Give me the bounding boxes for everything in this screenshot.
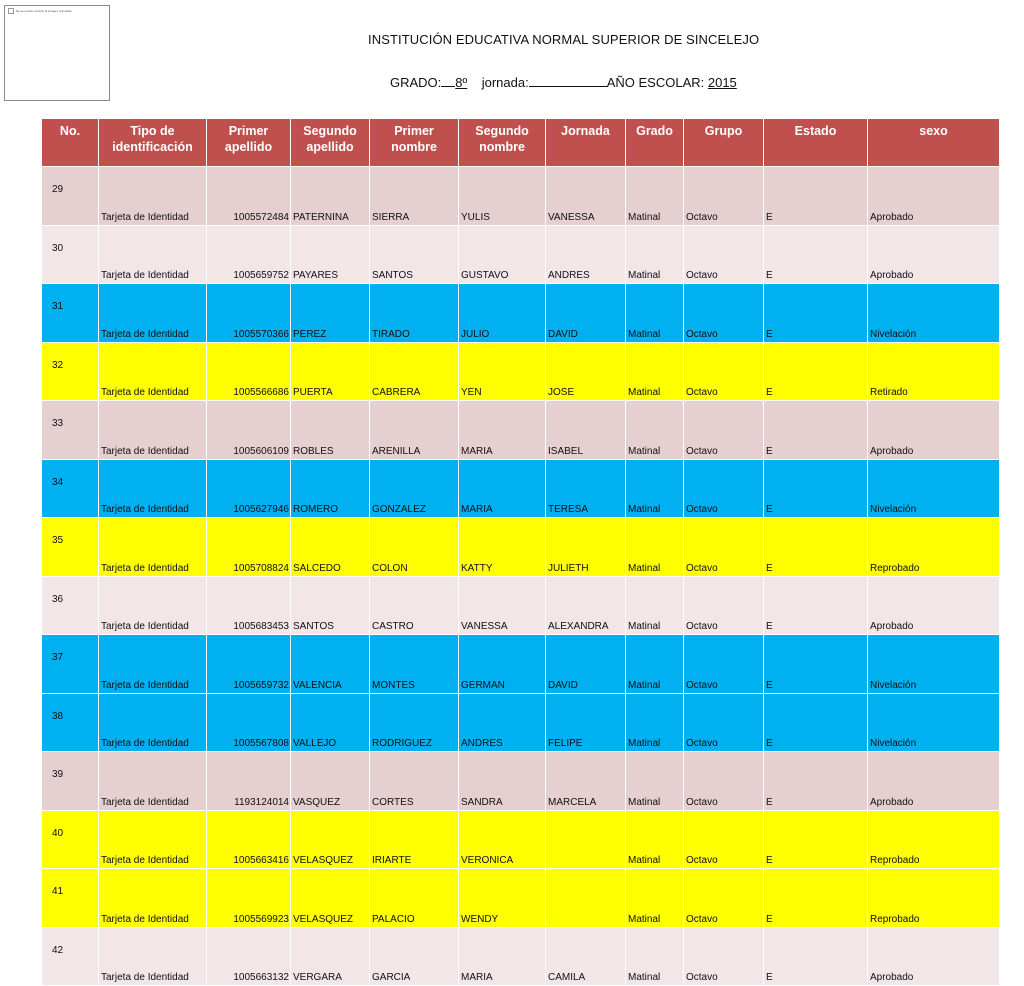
cell-grupo: E — [764, 576, 868, 635]
cell-segundo-nombre: ANDRES — [546, 225, 626, 284]
cell-id-number: 1005659752 — [207, 225, 291, 284]
table-body — [42, 167, 1000, 986]
cell-jornada: Matinal — [626, 225, 684, 284]
cell-primer-apellido: PEREZ — [291, 284, 370, 343]
table-row — [42, 225, 1000, 284]
cell-primer-apellido: PATERNINA — [291, 167, 370, 226]
ano-value: 2015 — [707, 75, 737, 90]
cell-tipo: Tarjeta de Identidad — [99, 459, 207, 518]
cell-tipo: Tarjeta de Identidad — [99, 927, 207, 986]
cell-tipo: Tarjeta de Identidad — [99, 576, 207, 635]
col-header-jornada: Jornada — [546, 119, 626, 167]
cell-primer-apellido: PAYARES — [291, 225, 370, 284]
cell-estado: Nivelación — [868, 635, 1000, 694]
cell-jornada: Matinal — [626, 752, 684, 811]
cell-no: 33 — [42, 401, 99, 460]
cell-id-number: 1005566686 — [207, 342, 291, 401]
grado-blank — [441, 74, 455, 87]
cell-segundo-apellido: SANTOS — [370, 225, 459, 284]
broken-image-icon — [8, 8, 14, 14]
cell-primer-apellido: VERGARA — [291, 927, 370, 986]
page-subtitle — [390, 74, 737, 90]
cell-tipo: Tarjeta de Identidad — [99, 167, 207, 226]
cell-estado: Aprobado — [868, 752, 1000, 811]
cell-segundo-apellido: RODRIGUEZ — [370, 693, 459, 752]
broken-image-text: No se puede mostrar la imagen vinculada. — [16, 9, 73, 13]
cell-no: 29 — [42, 167, 99, 226]
cell-grado: Octavo — [684, 927, 764, 986]
cell-grupo: E — [764, 810, 868, 869]
table-row — [42, 576, 1000, 635]
cell-no: 40 — [42, 810, 99, 869]
jornada-label: jornada: — [481, 75, 529, 90]
cell-segundo-apellido: CABRERA — [370, 342, 459, 401]
cell-grado: Octavo — [684, 284, 764, 343]
cell-primer-nombre: YULIS — [459, 167, 546, 226]
cell-segundo-nombre: JULIETH — [546, 518, 626, 577]
cell-primer-apellido: PUERTA — [291, 342, 370, 401]
cell-primer-apellido: ROBLES — [291, 401, 370, 460]
cell-segundo-apellido: ARENILLA — [370, 401, 459, 460]
cell-tipo: Tarjeta de Identidad — [99, 635, 207, 694]
cell-grupo: E — [764, 869, 868, 928]
cell-grupo: E — [764, 752, 868, 811]
jornada-blank — [529, 74, 607, 87]
cell-grado: Octavo — [684, 752, 764, 811]
cell-estado: Nivelación — [868, 284, 1000, 343]
cell-grupo: E — [764, 518, 868, 577]
cell-segundo-nombre — [546, 810, 626, 869]
cell-estado: Aprobado — [868, 225, 1000, 284]
cell-grado: Octavo — [684, 869, 764, 928]
cell-primer-nombre: VANESSA — [459, 576, 546, 635]
cell-grupo: E — [764, 927, 868, 986]
cell-jornada: Matinal — [626, 284, 684, 343]
ano-label: AÑO ESCOLAR: — [606, 75, 708, 90]
col-header-primer-apellido: Primer apellido — [207, 119, 291, 167]
cell-id-number: 1005570366 — [207, 284, 291, 343]
cell-segundo-apellido: TIRADO — [370, 284, 459, 343]
cell-estado: Reprobado — [868, 810, 1000, 869]
cell-id-number: 1193124014 — [207, 752, 291, 811]
cell-no: 34 — [42, 459, 99, 518]
cell-estado: Aprobado — [868, 927, 1000, 986]
cell-no: 37 — [42, 635, 99, 694]
cell-segundo-apellido: MONTES — [370, 635, 459, 694]
cell-grado: Octavo — [684, 225, 764, 284]
cell-primer-apellido: VELASQUEZ — [291, 869, 370, 928]
cell-segundo-apellido: CORTES — [370, 752, 459, 811]
cell-no: 35 — [42, 518, 99, 577]
table-row — [42, 401, 1000, 460]
cell-grado: Octavo — [684, 693, 764, 752]
cell-grado: Octavo — [684, 576, 764, 635]
table-row — [42, 693, 1000, 752]
cell-grupo: E — [764, 635, 868, 694]
cell-grupo: E — [764, 401, 868, 460]
cell-grado: Octavo — [684, 167, 764, 226]
cell-id-number: 1005567808 — [207, 693, 291, 752]
cell-tipo: Tarjeta de Identidad — [99, 284, 207, 343]
cell-no: 42 — [42, 927, 99, 986]
cell-tipo: Tarjeta de Identidad — [99, 752, 207, 811]
cell-no: 38 — [42, 693, 99, 752]
cell-grado: Octavo — [684, 459, 764, 518]
cell-grupo: E — [764, 459, 868, 518]
cell-id-number: 1005683453 — [207, 576, 291, 635]
cell-grupo: E — [764, 225, 868, 284]
cell-estado: Aprobado — [868, 576, 1000, 635]
cell-estado: Reprobado — [868, 869, 1000, 928]
cell-grado: Octavo — [684, 401, 764, 460]
cell-segundo-apellido: COLON — [370, 518, 459, 577]
cell-tipo: Tarjeta de Identidad — [99, 342, 207, 401]
col-header-tipo: Tipo de identificación — [99, 119, 207, 167]
cell-jornada: Matinal — [626, 518, 684, 577]
cell-id-number: 1005708824 — [207, 518, 291, 577]
table-row — [42, 927, 1000, 986]
cell-jornada: Matinal — [626, 693, 684, 752]
cell-segundo-nombre: DAVID — [546, 635, 626, 694]
cell-primer-apellido: VALENCIA — [291, 635, 370, 694]
cell-id-number: 1005663416 — [207, 810, 291, 869]
cell-estado: Aprobado — [868, 401, 1000, 460]
cell-segundo-apellido: GONZALEZ — [370, 459, 459, 518]
cell-primer-nombre: SANDRA — [459, 752, 546, 811]
col-header-estado: Estado — [764, 119, 868, 167]
cell-grado: Octavo — [684, 810, 764, 869]
cell-segundo-apellido: PALACIO — [370, 869, 459, 928]
cell-id-number: 1005659732 — [207, 635, 291, 694]
cell-id-number: 1005627946 — [207, 459, 291, 518]
cell-grupo: E — [764, 167, 868, 226]
cell-jornada: Matinal — [626, 167, 684, 226]
cell-tipo: Tarjeta de Identidad — [99, 518, 207, 577]
cell-grado: Octavo — [684, 342, 764, 401]
cell-segundo-apellido: CASTRO — [370, 576, 459, 635]
cell-estado: Retirado — [868, 342, 1000, 401]
cell-primer-nombre: MARIA — [459, 401, 546, 460]
cell-grupo: E — [764, 693, 868, 752]
cell-primer-apellido: VASQUEZ — [291, 752, 370, 811]
col-header-segundo-nombre: Segundo nombre — [459, 119, 546, 167]
cell-tipo: Tarjeta de Identidad — [99, 693, 207, 752]
cell-primer-nombre: MARIA — [459, 927, 546, 986]
cell-jornada: Matinal — [626, 869, 684, 928]
cell-primer-nombre: JULIO — [459, 284, 546, 343]
cell-jornada: Matinal — [626, 459, 684, 518]
table-header-row — [42, 119, 1000, 167]
cell-segundo-nombre: TERESA — [546, 459, 626, 518]
table-row — [42, 752, 1000, 811]
cell-primer-nombre: GERMAN — [459, 635, 546, 694]
cell-primer-nombre: VERONICA — [459, 810, 546, 869]
cell-no: 32 — [42, 342, 99, 401]
table-row — [42, 167, 1000, 226]
cell-estado: Aprobado — [868, 167, 1000, 226]
cell-jornada: Matinal — [626, 401, 684, 460]
grado-value: 8º — [455, 75, 468, 90]
table-row — [42, 342, 1000, 401]
cell-jornada: Matinal — [626, 576, 684, 635]
cell-tipo: Tarjeta de Identidad — [99, 810, 207, 869]
cell-primer-apellido: ROMERO — [291, 459, 370, 518]
cell-segundo-nombre: ISABEL — [546, 401, 626, 460]
col-header-primer-nombre: Primer nombre — [370, 119, 459, 167]
cell-segundo-apellido: SIERRA — [370, 167, 459, 226]
cell-primer-nombre: YEN — [459, 342, 546, 401]
col-header-grado: Grado — [626, 119, 684, 167]
cell-tipo: Tarjeta de Identidad — [99, 401, 207, 460]
grado-label: GRADO: — [390, 75, 442, 90]
cell-segundo-nombre: CAMILA — [546, 927, 626, 986]
cell-jornada: Matinal — [626, 635, 684, 694]
cell-segundo-nombre: VANESSA — [546, 167, 626, 226]
cell-grado: Octavo — [684, 518, 764, 577]
cell-id-number: 1005572484 — [207, 167, 291, 226]
cell-segundo-nombre: DAVID — [546, 284, 626, 343]
cell-tipo: Tarjeta de Identidad — [99, 225, 207, 284]
cell-estado: Nivelación — [868, 693, 1000, 752]
student-roster-table — [41, 118, 1000, 986]
table-row — [42, 869, 1000, 928]
logo-placeholder — [4, 5, 110, 101]
col-header-segundo-apellido: Segundo apellido — [291, 119, 370, 167]
table-row — [42, 459, 1000, 518]
table-row — [42, 810, 1000, 869]
broken-image-notice — [8, 8, 72, 14]
cell-grado: Octavo — [684, 635, 764, 694]
cell-no: 36 — [42, 576, 99, 635]
cell-primer-apellido: VELASQUEZ — [291, 810, 370, 869]
cell-no: 39 — [42, 752, 99, 811]
col-header-grupo: Grupo — [684, 119, 764, 167]
cell-no: 31 — [42, 284, 99, 343]
cell-primer-apellido: SALCEDO — [291, 518, 370, 577]
cell-segundo-nombre — [546, 869, 626, 928]
cell-segundo-apellido: IRIARTE — [370, 810, 459, 869]
cell-primer-nombre: ANDRES — [459, 693, 546, 752]
page-title: INSTITUCIÓN EDUCATIVA NORMAL SUPERIOR DE SINCELEJO — [368, 32, 760, 47]
cell-segundo-nombre: JOSE — [546, 342, 626, 401]
cell-jornada: Matinal — [626, 342, 684, 401]
cell-no: 41 — [42, 869, 99, 928]
cell-id-number: 1005606109 — [207, 401, 291, 460]
cell-grupo: E — [764, 284, 868, 343]
cell-estado: Nivelación — [868, 459, 1000, 518]
cell-primer-apellido: SANTOS — [291, 576, 370, 635]
table-row — [42, 284, 1000, 343]
cell-estado: Reprobado — [868, 518, 1000, 577]
cell-jornada: Matinal — [626, 927, 684, 986]
cell-primer-nombre: GUSTAVO — [459, 225, 546, 284]
cell-primer-nombre: WENDY — [459, 869, 546, 928]
col-header-no: No. — [42, 119, 99, 167]
cell-no: 30 — [42, 225, 99, 284]
cell-primer-nombre: MARIA — [459, 459, 546, 518]
cell-id-number: 1005569923 — [207, 869, 291, 928]
cell-segundo-nombre: ALEXANDRA — [546, 576, 626, 635]
cell-id-number: 1005663132 — [207, 927, 291, 986]
cell-primer-nombre: KATTY — [459, 518, 546, 577]
cell-grupo: E — [764, 342, 868, 401]
table-row — [42, 518, 1000, 577]
col-header-sexo: sexo — [868, 119, 1000, 167]
cell-segundo-nombre: MARCELA — [546, 752, 626, 811]
cell-jornada: Matinal — [626, 810, 684, 869]
cell-segundo-apellido: GARCIA — [370, 927, 459, 986]
cell-tipo: Tarjeta de Identidad — [99, 869, 207, 928]
table-row — [42, 635, 1000, 694]
cell-segundo-nombre: FELIPE — [546, 693, 626, 752]
cell-primer-apellido: VALLEJO — [291, 693, 370, 752]
